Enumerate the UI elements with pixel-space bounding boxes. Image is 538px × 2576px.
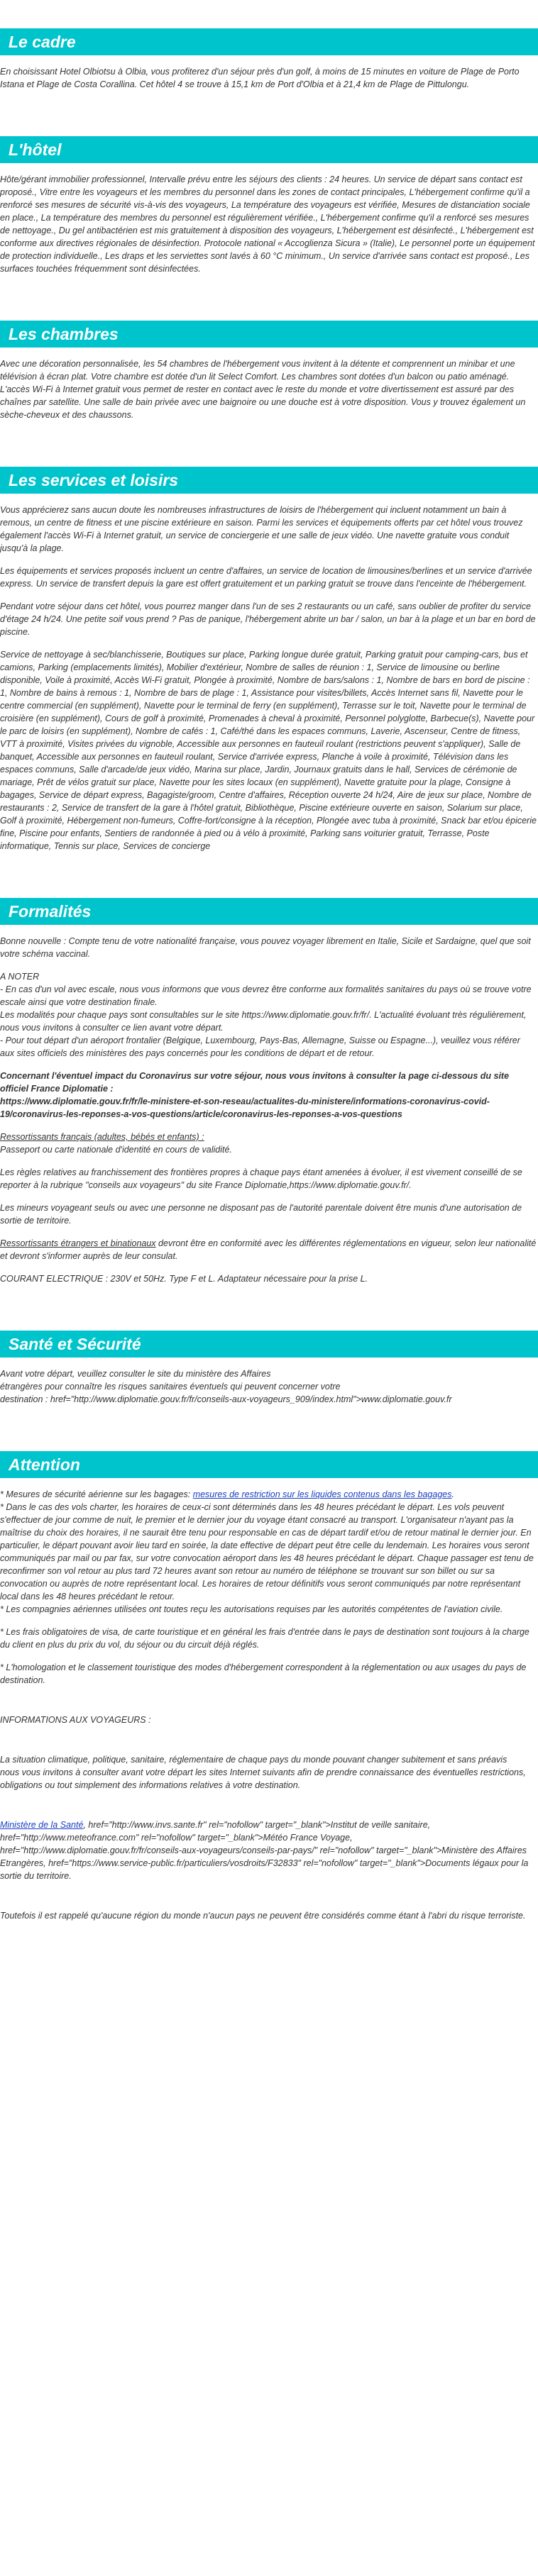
formalites-paragraph-7 (0, 1237, 538, 1262)
sante-text: Avant votre départ, veuillez consulter le site du ministère des Affaires étrangères pour connaître les risques sanitaires éventuels qui peuvent concerner votre destination : href="http://www.diplomatie.gouv.fr/fr/conseils-aux-voyageurs_909/index.html">www.diplomatie.gouv.fr (0, 1369, 452, 1404)
spacer (0, 1892, 538, 1909)
section-hotel (0, 136, 538, 275)
attention-paragraph-4: INFORMATIONS AUX VOYAGEURS : (0, 1715, 151, 1725)
services-paragraph-1: Vous apprécierez sans aucun doute les nombreuses infrastructures de loisirs de l'hébergement qui incluent notamment un bain à remous, un centre de fitness et une piscine extérieure en saison. Parmi les services et équipements offerts par cet hôtel vous trouvez également l'accès Wi-Fi à Internet gratuit, un service de conciergerie et une salle de jeux vidéo. Une navette gratuite vous conduit jusqu'à la plage. (0, 505, 523, 553)
formalites-ressortissants (0, 1131, 538, 1156)
section-title-hotel: L'hôtel (0, 136, 538, 163)
attention-paragraph-5: La situation climatique, politique, sanitaire, réglementaire de chaque pays du monde pouvant changer subitement et sans préavis nous vous invitons à consulter avant votre départ les sites Internet suivants afin de prendre connaissance des éventuelles restrictions, obligations ou tout simplement des informations relatives à votre destination. (0, 1755, 526, 1790)
section-sante (0, 1331, 538, 1406)
ressortissants-francais-text: Passeport ou carte nationale d'identité en cours de validité. (0, 1145, 232, 1155)
attention-paragraph-2: * Les frais obligatoires de visa, de carte touristique et en général les frais d'entrée dans le pays de destination sont toujours à la charge du client en plus du prix du vol, du séjour ou du circuit déjà réglés. (0, 1627, 529, 1650)
section-title-services: Les services et loisirs (0, 467, 538, 494)
section-title-sante: Santé et Sécurité (0, 1331, 538, 1358)
section-title-chambres: Les chambres (0, 321, 538, 348)
services-paragraph-3: Pendant votre séjour dans cet hôtel, vous pourrez manger dans l'un de ses 2 restaurants ou un café, sans oublier de profiter du service d'étage 24 h/24. Une petite soif vous prend ? Pas de panique, l'hébergement abrite un bar / salon, un bar à la plage et un bar en bord de piscine. (0, 601, 536, 637)
section-chambres (0, 321, 538, 421)
formalites-paragraph-6: Les mineurs voyageant seuls ou avec une personne ne disposant pas de l'autorité parentale doivent être munis d'une autorisation de sortie de territoire. (0, 1203, 522, 1226)
hotel-text: Hôte/gérant immobilier professionnel, Intervalle prévu entre les séjours des clients : 24 heures. Un service de départ sans contact est proposé., Vitre entre les voyageurs et les membres du personnel dans les zones de contact principales, L'hébergement confirme qu'il a renforcé ses mesures de sécurité vis-à-vis des voyageurs, La température des voyageurs est vérifiée, Mesures de distanciation sociale en place., La température des membres du personnel est régulièrement vérifiée., L'hébergement confirme qu'il a renforcé ses mesures de nettoyage., Du gel antibactérien est mis gratuitement à disposition des voyageurs, L'hébergement est désinfecté., L'hébergement est conforme aux directives régionales de désinfection. Protocole national « Accoglienza Sicura » (Italie), Le personnel porte un équipement de protection individuelle., Les draps et les serviettes sont lavés à 60 °C minimum., Un service d'arrivée sans contact est proposé., Les surfaces touchées fréquemment sont désinfectées. (0, 174, 535, 274)
formalites-coronavirus: Concernant l'éventuel impact du Coronavirus sur votre séjour, nous vous invitons à consulter la page ci-dessous du site officiel France Diplomatie : https://www.diplomatie.gouv.fr/fr/le-ministere-et-son-reseau/actualites-du-ministere/informations-coronavirus-covid-19/coronavirus-les-reponses-a-vos-questions/article/coronavirus-les-reponses-a-vos-questions (0, 1071, 510, 1119)
attention-paragraph-6 (0, 1819, 538, 1882)
spacer (0, 1697, 538, 1714)
attention-paragraph-7: Toutefois il est rappelé qu'aucune région du monde n'aucun pays ne peuvent être considérés comme étant à l'abri du risque terroriste. (0, 1911, 526, 1921)
formalites-note: A NOTER - En cas d'un vol avec escale, nous vous informons que vous devrez être conforme aux formalités sanitaires du pays où se trouve votre escale ainsi que votre destination finale. Les modalités pour chaque pays sont consultables sur le site https://www.diplomatie.gouv.fr/fr/. L'actualité évoluant très régulièrement, nous vous invitons à consulter ce lien avant votre départ. - Pour tout départ d'un aéroport frontalier (Belgique, Luxembourg, Pays-Bas, Allemagne, Suisse ou Espagne...), veuillez vous référer aux sites officiels des ministères des pays concernés pour les conditions de départ et de retour. (0, 972, 532, 1058)
spacer (0, 1736, 538, 1753)
attention-bagages-label: * Mesures de sécurité aérienne sur les bagages: (0, 1489, 193, 1499)
chambres-text: Avec une décoration personnalisée, les 54 chambres de l'hébergement vous invitent à la détente et comprennent un minibar et une télévision à écran plat. Votre chambre est dotée d'un lit Select Comfort. Les chambres sont dotées d'un balcon ou patio aménagé. L'accès Wi-Fi à Internet gratuit vous permet de rester en contact avec le reste du monde et votre divertissement est assuré par des chaînes par satellite. Une salle de bain privée avec une baignoire ou une douche est à votre disposition. Vous y trouvez également un sèche-cheveux et des chaussons. (0, 359, 526, 420)
section-services (0, 467, 538, 853)
ressortissants-etrangers-label: Ressortissants étrangers et binationaux (0, 1238, 156, 1248)
attention-liens-text: , href="http://www.invs.sante.fr" rel="nofollow" target="_blank">Institut de veille sanitaire, href="http://www.meteofrance.com" rel="nofollow" target="_blank">Météo France Voyage, href="http://www.diplomatie.gouv.fr/fr/conseils-aux-voyageurs/conseils-par-pays/" rel="nofollow" target="_blank">Ministère des Affaires Etrangères, href="https://www.service-public.fr/particuliers/vosdroits/F32833" rel="nofollow" target="_blank">Documents légaux pour la sortie du territoire. (0, 1820, 529, 1881)
section-attention (0, 1451, 538, 1922)
section-title-attention: Attention (0, 1451, 538, 1478)
section-formalites (0, 898, 538, 1285)
section-title-formalites: Formalités (0, 898, 538, 925)
section-cadre (0, 28, 538, 91)
spacer (0, 1801, 538, 1819)
ressortissants-etrangers-text: devront être en conformité avec les différentes réglementations en vigueur, selon leur nationalité et devront s'informer auprès de leur consulat. (0, 1238, 537, 1261)
services-paragraph-2: Les équipements et services proposés incluent un centre d'affaires, un service de location de limousines/berlines et un service d'arrivée express. Un service de transfert depuis la gare est offert gratuitement et un parking gratuit se trouve dans l'enceinte de l'hébergement. (0, 566, 532, 589)
attention-vols-text: . * Dans le cas des vols charter, les horaires de ceux-ci sont déterminés dans les 48 heures précédant le départ. Les vols peuvent s'effectuer de jour comme de nuit, le premier et le dernier jour du voyage étant consacré au transport. L'organisateur n'ayant pas la maîtrise du choix des horaires, il ne saurait être tenu pour responsable en cas de départ tardif et/ou de retour matinal le dernier jour. En particulier, le départ pouvant avoir lieu tard en soirée, la date effective de départ peut être celle du lendemain. Les horaires vous seront communiqués par mail ou par fax, sur votre convocation aéroport dans les 48 heures précédant le départ. Chaque passager est tenu de reconfirmer son vol retour au plus tard 72 heures avant son retour au numéro de téléphone se trouvant sur son billet ou sur sa convocation ou auprès de notre représentant local. Les horaires de retour définitifs vous seront communiqués par notre représentant local dans les 48 heures précédant le retour. * Les compagnies aériennes utilisées ont toutes reçu les autorisations requises par les autorités compétentes de l'aviation civile. (0, 1489, 534, 1614)
liquides-restriction-link[interactable]: mesures de restriction sur les liquides contenus dans les bagages (192, 1489, 452, 1499)
services-paragraph-4: Service de nettoyage à sec/blanchisserie, Boutiques sur place, Parking longue durée gratuit, Parking gratuit pour camping-cars, bus et camions, Parking (emplacements limités), Mobilier d'extérieur, Nombre de salles de réunion : 1, Service de limousine ou berline disponible, Voile à proximité, Accès Wi-Fi gratuit, Plongée à proximité, Nombre de bars/salons : 1, Nombre de bars en bord de piscine : 1, Nombre de bains à remous : 1, Nombre de bars de plage : 1, Assistance pour visites/billets, Accès Internet sans fil, Navette pour le centre commercial (en supplément), Navette pour le terminal de ferry (en supplément), Terrasse sur le toit, Navette pour le terminal de croisière (en supplément), Cours de golf à proximité, Promenades à cheval à proximité, Personnel polyglotte, Barbecue(s), Navette pour le parc de loisirs (en supplément), Nombre de cafés : 1, Café/thé dans les espaces communs, Laverie, Ascenseur, Centre de fitness, VTT à proximité, Visites privées du vignoble, Accessible aux personnes en fauteuil roulant (restrictions peuvent s'appliquer), Salle de banquet, Accessible aux personnes en fauteuil roulant, Service d'arrivée express, Planche à voile à proximité, Télévision dans les espaces communs, Salle d'arcade/de jeux vidéo, Marina sur place, Jardin, Journaux gratuits dans le hall, Services de cérémonie de mariage, Prêt de vélos gratuit sur place, Navette pour les sites locaux (en supplément), Navette gratuite pour la plage, Consigne à bagages, Service de départ express, Bagagiste/groom, Centre d'affaires, Réception ouverte 24 h/24, Aire de jeux sur place, Nombre de restaurants : 2, Service de transfert de la gare à l'hôtel gratuit, Bibliothèque, Piscine extérieure ouverte en saison, Solarium sur place, Golf à proximité, Hébergement non-fumeurs, Coffre-fort/consigne à la réception, Plongée avec tuba à proximité, Snack bar et/ou épicerie fine, Piscine pour enfants, Sentiers de randonnée à pied ou à vélo à proximité, Parking sans voiturier gratuit, Terrasse, Poste informatique, Tennis sur place, Services de concierge (0, 650, 537, 851)
cadre-text: En choisissant Hotel Olbiotsu à Olbia, vous profiterez d'un séjour près d'un golf, à moins de 15 minutes en voiture de Plage de Porto Istana et Plage de Costa Corallina. Cet hôtel 4 se trouve à 15,1 km de Port d'Olbia et à 21,4 km de Plage de Pittulongu. (0, 67, 520, 89)
formalites-courant: COURANT ELECTRIQUE : 230V et 50Hz. Type F et L. Adaptateur nécessaire pour la prise L. (0, 1274, 368, 1284)
formalites-paragraph-1: Bonne nouvelle : Compte tenu de votre nationalité française, vous pouvez voyager librement en Italie, Sicile et Sardaigne, quel que soit votre schéma vaccinal. (0, 936, 531, 959)
ministere-sante-link[interactable]: Ministère de la Santé (0, 1820, 84, 1830)
section-title-cadre: Le cadre (0, 28, 538, 55)
formalites-paragraph-5: Les règles relatives au franchissement des frontières propres à chaque pays étant amenées à évoluer, il est vivement conseillé de se reporter à la rubrique "conseils aux voyageurs" du site France Diplomatie,https://www.diplomatie.gouv.fr/. (0, 1167, 522, 1190)
ressortissants-francais-label: Ressortissants français (adultes, bébés et enfants) : (0, 1132, 204, 1142)
attention-paragraph-1 (0, 1488, 538, 1616)
attention-paragraph-3: * L'homologation et le classement touristique des modes d'hébergement correspondent à la réglementation ou aux usages du pays de destination. (0, 1662, 527, 1685)
